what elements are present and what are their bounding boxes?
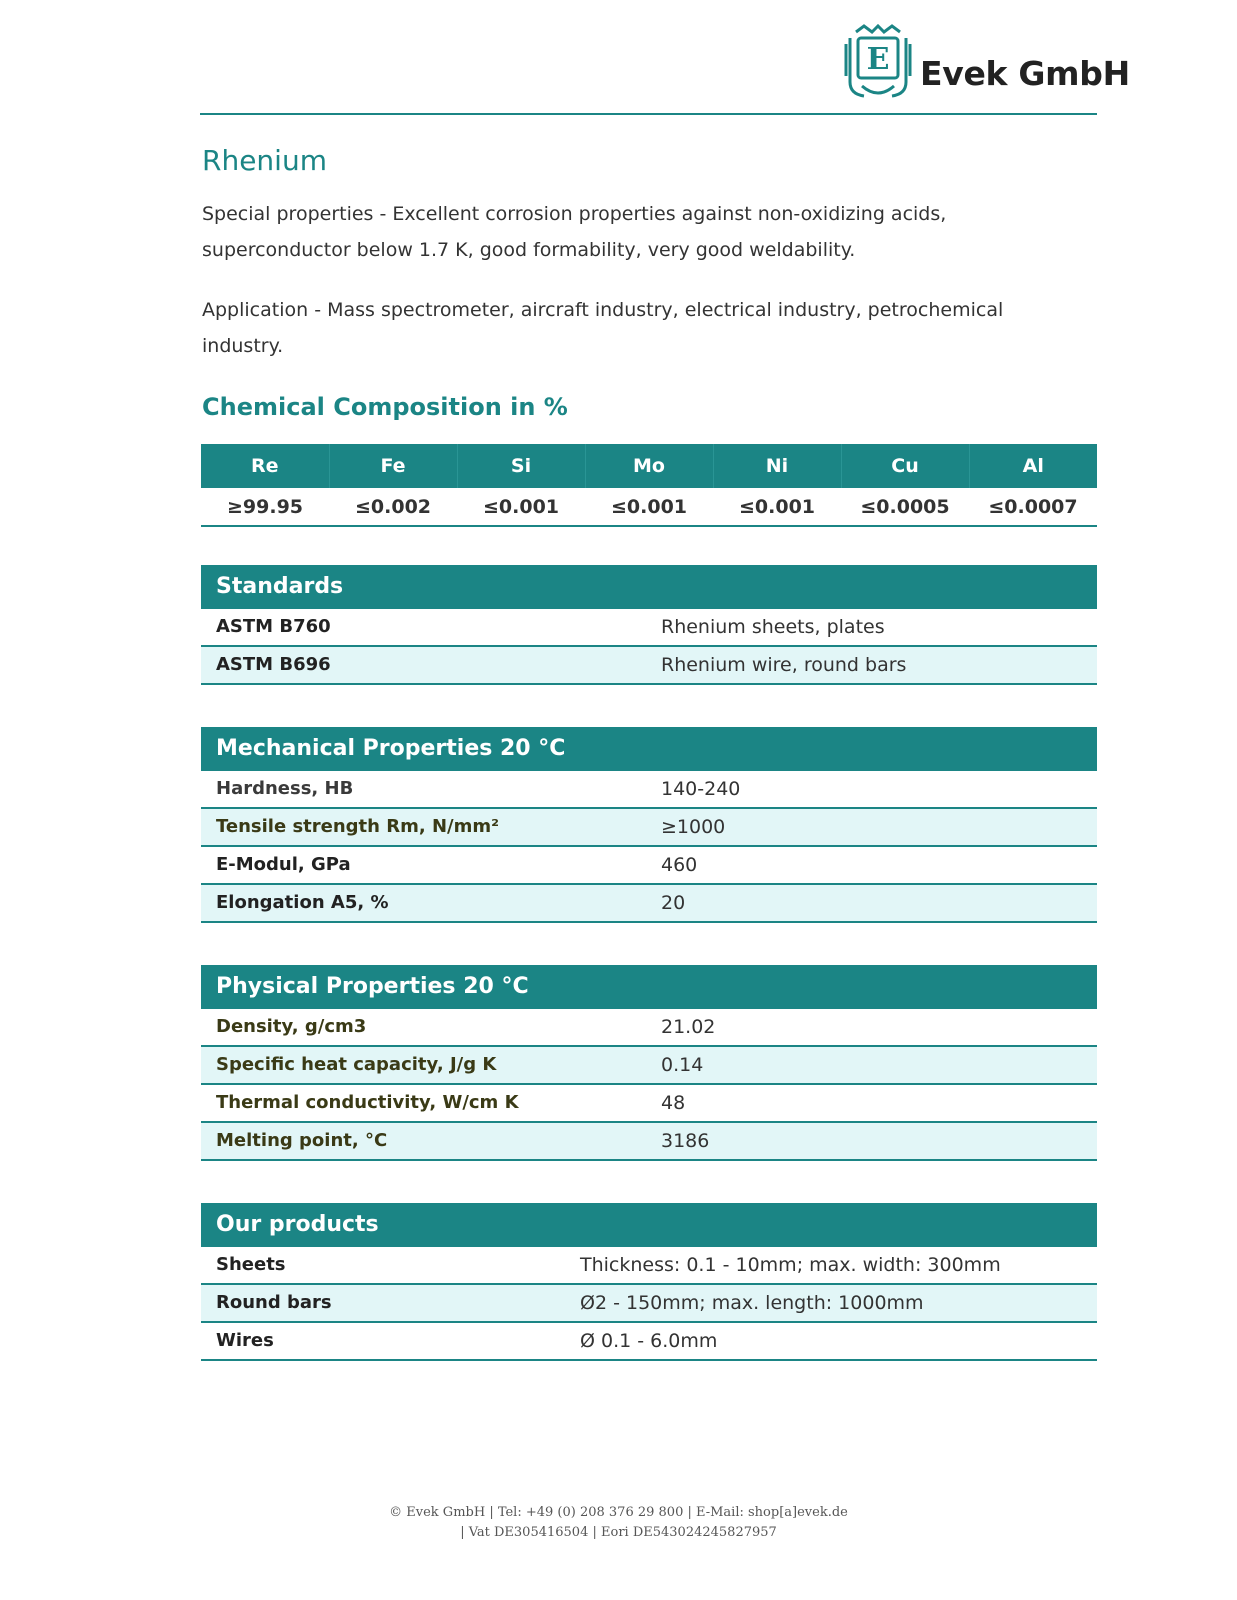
table-row bbox=[201, 1123, 1097, 1161]
element-value: ≥99.95 bbox=[201, 488, 329, 526]
row-label: Hardness, HB bbox=[216, 778, 354, 799]
element-header: Re bbox=[201, 444, 329, 488]
table-row bbox=[201, 1285, 1097, 1323]
element-header: Si bbox=[457, 444, 585, 488]
header-divider bbox=[200, 113, 1097, 115]
footer-tax-ids: | Vat DE305416504 | Eori DE543024245827957 bbox=[460, 1525, 777, 1540]
element-value: ≤0.001 bbox=[585, 488, 713, 526]
table-row bbox=[201, 847, 1097, 885]
standards-header: Standards bbox=[201, 565, 1097, 609]
row-label: Thermal conductivity, W/cm K bbox=[216, 1092, 519, 1113]
row-value: 140-240 bbox=[661, 778, 741, 800]
standards-table bbox=[201, 565, 1097, 685]
element-value: ≤0.0005 bbox=[841, 488, 969, 526]
composition-value-row bbox=[201, 488, 1097, 526]
row-label: Sheets bbox=[216, 1254, 286, 1275]
row-value: 48 bbox=[661, 1092, 686, 1114]
row-label: E-Modul, GPa bbox=[216, 854, 351, 875]
row-value: Rhenium wire, round bars bbox=[661, 654, 907, 676]
special-properties-text: Special properties - Excellent corrosion properties against non-oxidizing acids, superconductor below 1.7 K, good formability, very good weldability. bbox=[202, 203, 947, 261]
table-row bbox=[201, 647, 1097, 685]
table-row bbox=[201, 771, 1097, 809]
row-label: Density, g/cm3 bbox=[216, 1016, 367, 1037]
table-row bbox=[201, 1009, 1097, 1047]
physical-properties-table bbox=[201, 965, 1097, 1161]
page-title: Rhenium bbox=[202, 144, 327, 177]
row-label: Tensile strength Rm, N/mm² bbox=[216, 816, 499, 837]
table-row bbox=[201, 1247, 1097, 1285]
row-value: Ø2 - 150mm; max. length: 1000mm bbox=[580, 1292, 924, 1314]
table-row bbox=[201, 1047, 1097, 1085]
row-label: Round bars bbox=[216, 1292, 332, 1313]
table-row bbox=[201, 1085, 1097, 1123]
element-value: ≤0.0007 bbox=[969, 488, 1097, 526]
row-label: Wires bbox=[216, 1330, 274, 1351]
composition-title: Chemical Composition in % bbox=[202, 393, 568, 421]
svg-text:E: E bbox=[866, 42, 890, 77]
row-label: ASTM B696 bbox=[216, 654, 331, 675]
row-label: ASTM B760 bbox=[216, 616, 331, 637]
row-label: Melting point, °C bbox=[216, 1130, 388, 1151]
row-value: 3186 bbox=[661, 1130, 710, 1152]
composition-table bbox=[201, 444, 1097, 527]
row-value: 20 bbox=[661, 892, 686, 914]
table-row bbox=[201, 1323, 1097, 1361]
mechanical-properties-table bbox=[201, 727, 1097, 923]
row-value: ≥1000 bbox=[661, 816, 726, 838]
row-value: Rhenium sheets, plates bbox=[661, 616, 885, 638]
element-header: Mo bbox=[585, 444, 713, 488]
physical-header: Physical Properties 20 °C bbox=[201, 965, 1097, 1009]
row-value: Thickness: 0.1 - 10mm; max. width: 300mm bbox=[580, 1254, 1001, 1276]
crest-shield-icon bbox=[842, 22, 914, 102]
company-name: Evek GmbH bbox=[920, 54, 1130, 93]
table-row bbox=[201, 609, 1097, 647]
element-header: Cu bbox=[841, 444, 969, 488]
row-value: 21.02 bbox=[661, 1016, 716, 1038]
company-logo bbox=[842, 22, 1130, 106]
table-row bbox=[201, 809, 1097, 847]
table-row bbox=[201, 885, 1097, 923]
products-table bbox=[201, 1203, 1097, 1361]
element-header: Al bbox=[969, 444, 1097, 488]
row-value: 0.14 bbox=[661, 1054, 704, 1076]
composition-header-row bbox=[201, 444, 1097, 488]
row-label: Specific heat capacity, J/g K bbox=[216, 1054, 497, 1075]
application-text: Application - Mass spectrometer, aircraft industry, electrical industry, petrochemical industry. bbox=[202, 299, 1004, 357]
element-header: Fe bbox=[329, 444, 457, 488]
row-label: Elongation A5, % bbox=[216, 892, 389, 913]
row-value: 460 bbox=[661, 854, 698, 876]
mechanical-header: Mechanical Properties 20 °C bbox=[201, 727, 1097, 771]
row-value: Ø 0.1 - 6.0mm bbox=[580, 1330, 718, 1352]
products-header: Our products bbox=[201, 1203, 1097, 1247]
footer-contact: © Evek GmbH | Tel: +49 (0) 208 376 29 800 | E-Mail: shop[a]evek.de bbox=[389, 1505, 848, 1520]
element-header: Ni bbox=[713, 444, 841, 488]
element-value: ≤0.001 bbox=[713, 488, 841, 526]
element-value: ≤0.001 bbox=[457, 488, 585, 526]
element-value: ≤0.002 bbox=[329, 488, 457, 526]
